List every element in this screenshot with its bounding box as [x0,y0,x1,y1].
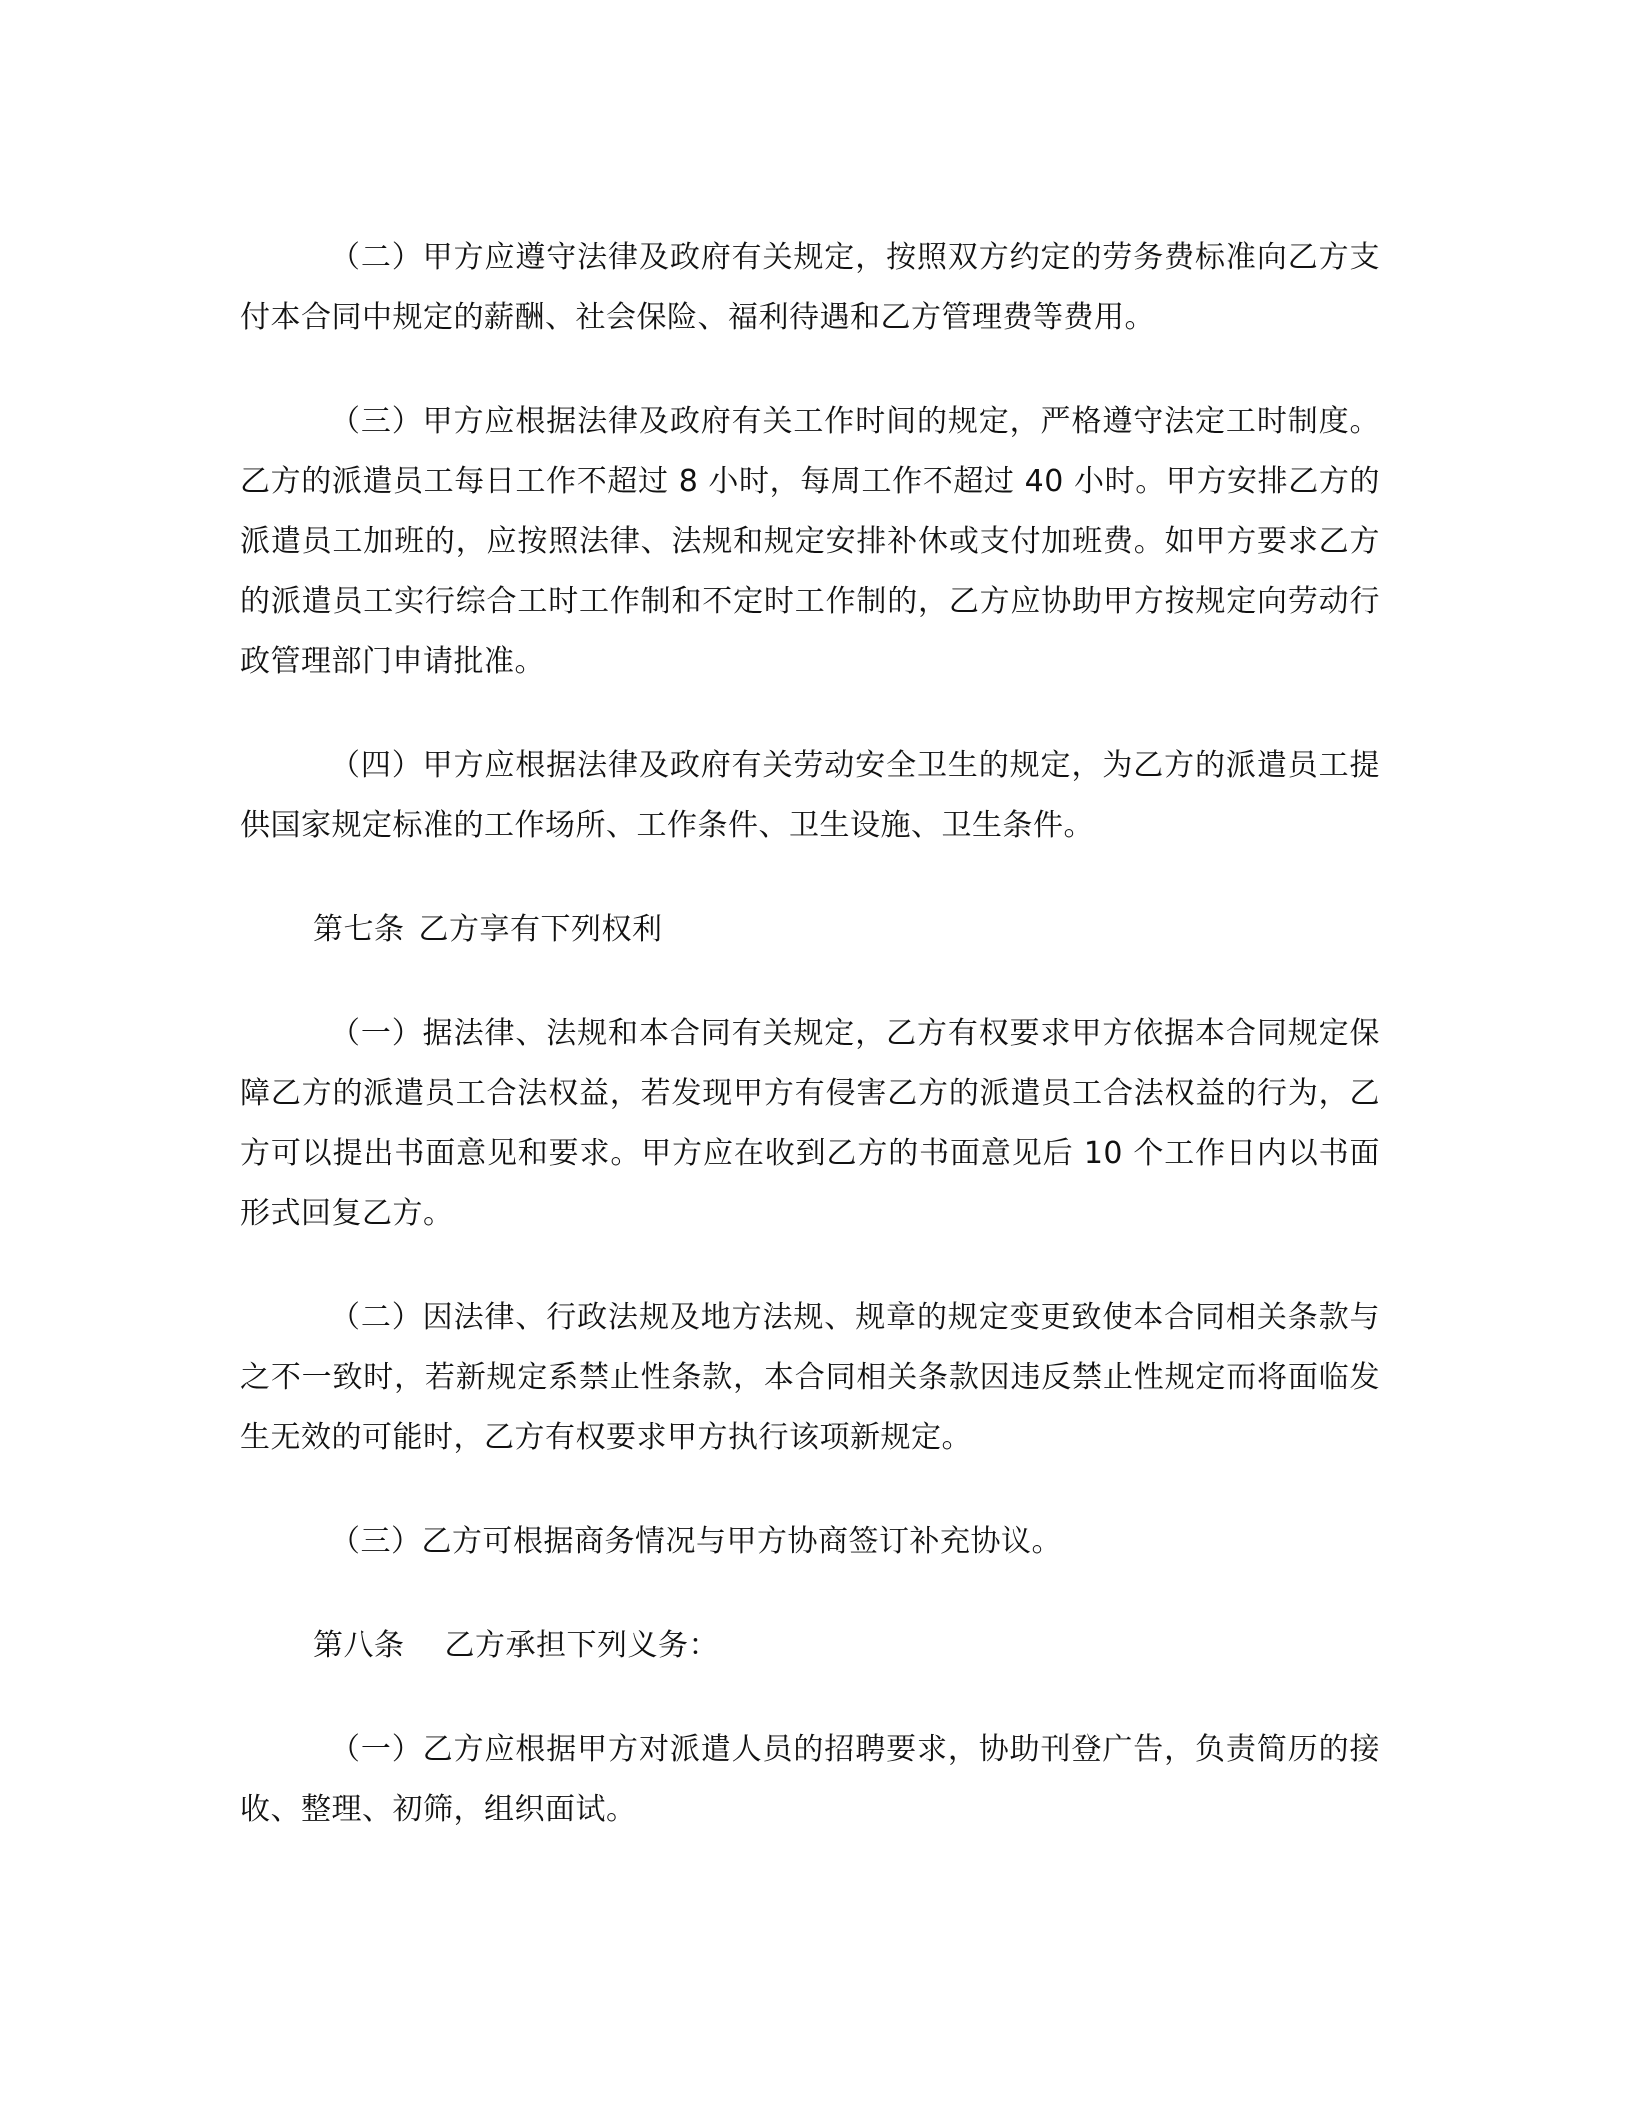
document-body [240,228,1380,1884]
article-title: 乙方享有下列权利 [418,912,663,947]
clause-7-item-1: （一）据法律、法规和本合同有关规定，乙方有权要求甲方依据本合同规定保障乙方的派遣员工合法权益，若发现甲方有侵害乙方的派遣员工合法权益的行为，乙方可以提出书面意见和要求。甲方应在收到乙方的书面意见后 10 个工作日内以书面形式回复乙方。 [240,1016,1380,1231]
article-7-heading [240,900,1380,960]
article-title: 乙方承担下列义务： [444,1628,719,1663]
clause-6-item-2: （二）甲方应遵守法律及政府有关规定，按照双方约定的劳务费标准向乙方支付本合同中规定的薪酬、社会保险、福利待遇和乙方管理费等费用。 [240,240,1380,335]
clause-6-item-3: （三）甲方应根据法律及政府有关工作时间的规定，严格遵守法定工时制度。乙方的派遣员工每日工作不超过 8 小时，每周工作不超过 40 小时。甲方安排乙方的派遣员工加班的，应按照法律、法规和规定安排补休或支付加班费。如甲方要求乙方的派遣员工实行综合工时工作制和不定时工作制的，乙方应协助甲方按规定向劳动行政管理部门申请批准。 [240,404,1380,679]
article-number: 第七条 [313,912,405,947]
article-number: 第八条 [313,1628,405,1663]
clause-8-item-1: （一）乙方应根据甲方对派遣人员的招聘要求，协助刊登广告，负责简历的接收、整理、初筛，组织面试。 [240,1732,1380,1827]
clause-7-item-2: （二）因法律、行政法规及地方法规、规章的规定变更致使本合同相关条款与之不一致时，若新规定系禁止性条款，本合同相关条款因违反禁止性规定而将面临发生无效的可能时，乙方有权要求甲方执行该项新规定。 [240,1300,1380,1455]
clause-6-item-4: （四）甲方应根据法律及政府有关劳动安全卫生的规定，为乙方的派遣员工提供国家规定标准的工作场所、工作条件、卫生设施、卫生条件。 [240,748,1380,843]
article-8-heading [240,1616,1380,1676]
clause-7-item-3: （三）乙方可根据商务情况与甲方协商签订补充协议。 [330,1524,1062,1559]
